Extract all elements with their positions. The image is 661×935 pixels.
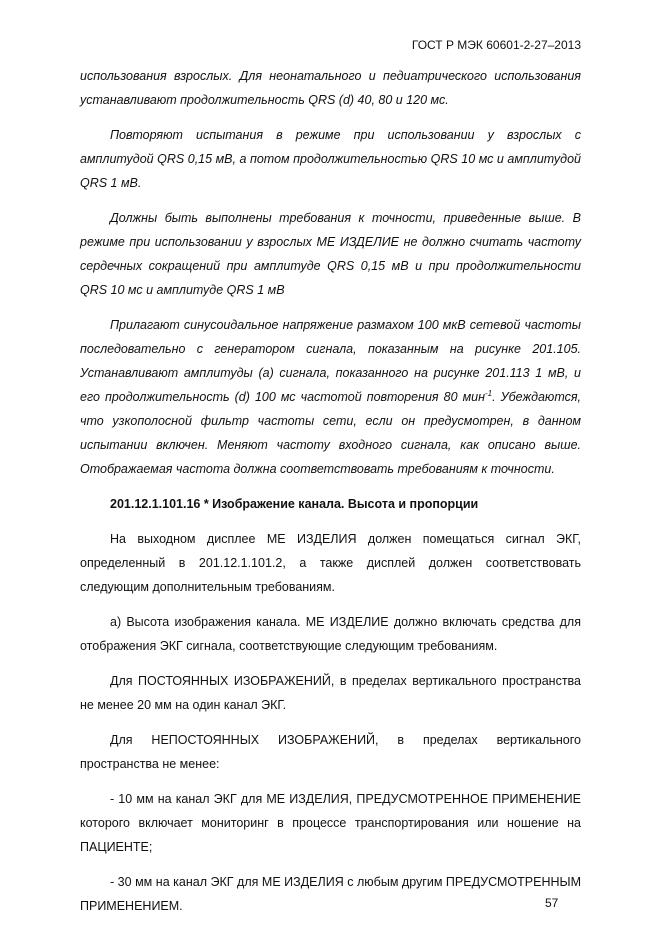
paragraph-display-output: На выходном дисплее МЕ ИЗДЕЛИЯ должен помещаться сигнал ЭКГ, определенный в 201.12.1.101.2, а также дисплей должен соответствовать следующим дополнительным требованиям. xyxy=(80,532,581,594)
list-item-transport: - 10 мм на канал ЭКГ для МЕ ИЗДЕЛИЯ, ПРЕДУСМОТРЕННОЕ ПРИМЕНЕНИЕ которого включает мониторинг в процессе транспортирования или ношение на ПАЦИЕНТЕ; xyxy=(80,792,581,854)
paragraph-channel-height: а) Высота изображения канала. МЕ ИЗДЕЛИЕ должно включать средства для отображения ЭКГ сигнала, соответствующие следующим требованиям. xyxy=(80,615,581,653)
document-body xyxy=(80,64,581,929)
paragraph-accuracy-requirements: Должны быть выполнены требования к точности, приведенные выше. В режиме при использовании у взрослых МЕ ИЗДЕЛИЕ не должно считать частоту сердечных сокращений при амплитуде QRS 0,15 мВ и при продолжительности QRS 10 мс и амплитуде QRS 1 мВ xyxy=(80,211,581,297)
sinusoidal-text-part1: Прилагают синусоидальное напряжение размахом 100 мкВ сетевой частоты последовательно с генератором сигнала, показанным на рисунке 201.105. Устанавливают амплитуды (а) сигнала, показанного на рисунке 201.113 1 мВ, и его продолжительность (d) 100 мс частотой повторения 80 мин xyxy=(80,318,581,404)
paragraph-nonpermanent-displays: Для НЕПОСТОЯННЫХ ИЗОБРАЖЕНИЙ, в пределах вертикального пространства не менее: xyxy=(80,733,581,771)
standard-header: ГОСТ Р МЭК 60601-2-27–2013 xyxy=(411,38,581,52)
paragraph-repeat-tests: Повторяют испытания в режиме при использовании у взрослых с амплитудой QRS 0,15 мВ, а потом продолжительностью QRS 10 мс и амплитудой QRS 1 мВ. xyxy=(80,128,581,190)
paragraph-sinusoidal-test xyxy=(80,313,581,481)
list-item-other-use: - 30 мм на канал ЭКГ для МЕ ИЗДЕЛИЯ с любым другим ПРЕДУСМОТРЕННЫМ ПРИМЕНЕНИЕМ. xyxy=(80,875,581,913)
unit-exponent: -1 xyxy=(484,388,493,398)
page-number: 57 xyxy=(545,896,559,910)
section-heading: 201.12.1.101.16 * Изображение канала. Высота и пропорции xyxy=(110,497,479,511)
paragraph-continuation: использования взрослых. Для неонатального и педиатрического использования устанавливают продолжительность QRS (d) 40, 80 и 120 мс. xyxy=(80,69,581,107)
sinusoidal-text-part2: . Убеждаются, что узкополосной фильтр частоты сети, если он предусмотрен, в данном испытании включен. Меняют частоту входного сигнала, как описано выше. Отображаемая частота должна соответствовать требованиям к точности. xyxy=(80,390,581,476)
paragraph-permanent-displays: Для ПОСТОЯННЫХ ИЗОБРАЖЕНИЙ, в пределах вертикального пространства не менее 20 мм на один канал ЭКГ. xyxy=(80,674,581,712)
